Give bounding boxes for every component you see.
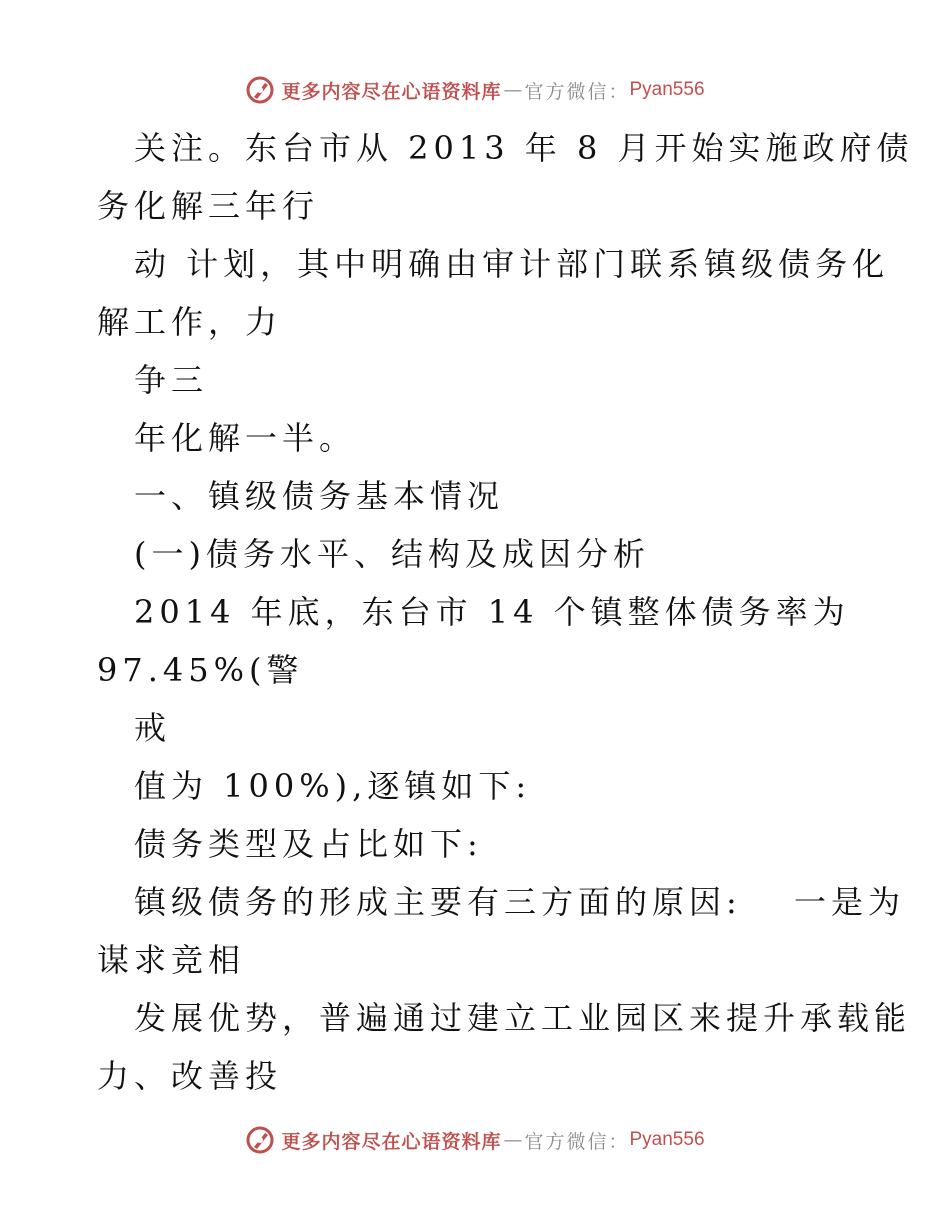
text-line: 解工作，力 (97, 303, 283, 341)
text-line: 争三 (134, 361, 209, 399)
text-line: 发展优势，普遍通过建立工业园区来提升承载能 (134, 999, 912, 1037)
text-line: 力、改善投 (97, 1057, 283, 1095)
text-line: 务化解三年行 (97, 187, 320, 225)
watermark-header (0, 70, 950, 110)
watermark-footer (0, 1120, 950, 1160)
section-heading: 一、镇级债务基本情况 (134, 477, 505, 515)
pen-logo-icon (245, 75, 275, 105)
pen-logo-icon (245, 1125, 275, 1155)
text-line: 97.45%(警 (97, 651, 304, 689)
watermark-main-text: 更多内容尽在心语资料库 (281, 1130, 502, 1153)
subsection-heading: (一)债务水平、结构及成因分析 (134, 535, 650, 573)
text-line: 关注。东台市从 2013 年 8 月开始实施政府债 (134, 129, 914, 167)
text-line: 动 计划，其中明确由审计部门联系镇级债务化 (134, 245, 890, 283)
text-line: 值为 100%),逐镇如下: (134, 767, 532, 805)
watermark-dash: — (503, 1129, 523, 1151)
text-line: 谋求竞相 (97, 941, 246, 979)
watermark-wechat-id: Pyan556 (629, 79, 705, 100)
watermark-sub-text: 官方微信： (524, 80, 630, 103)
watermark-main-text: 更多内容尽在心语资料库 (281, 80, 502, 103)
text-line: 2014 年底，东台市 14 个镇整体债务率为 (134, 593, 850, 631)
watermark-sub-text: 官方微信： (524, 1130, 630, 1153)
watermark-dash: — (503, 79, 523, 101)
text-line: 年化解一半。 (134, 419, 357, 457)
watermark-wechat-id: Pyan556 (629, 1129, 705, 1150)
text-line: 戒 (134, 709, 172, 747)
text-line: 债务类型及占比如下: (134, 825, 483, 863)
text-line: 镇级债务的形成主要有三方面的原因: 一是为 (134, 883, 905, 921)
